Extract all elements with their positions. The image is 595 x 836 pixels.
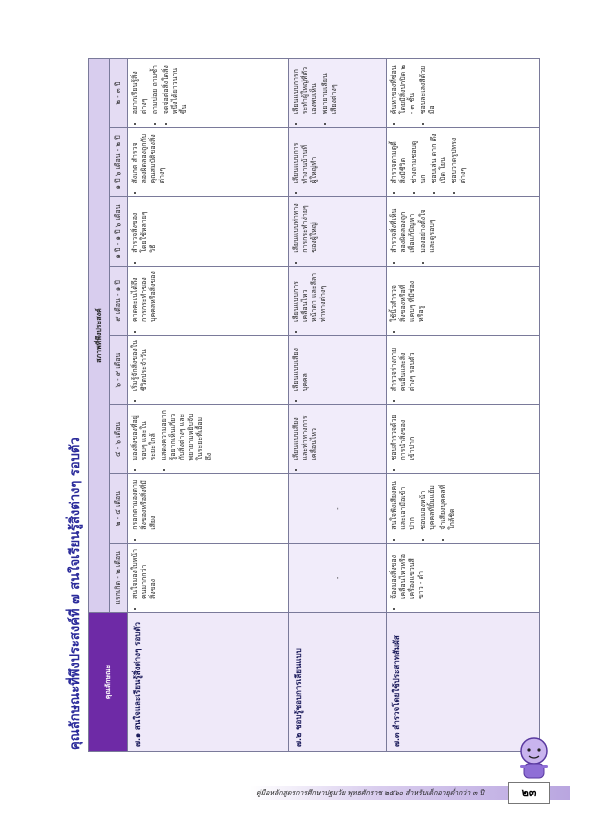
behavior-cell [387, 128, 540, 197]
behavior-cell [387, 405, 540, 474]
age-header: ๖ - ๙ เดือน [110, 336, 128, 405]
trait-column-header: คุณลักษณะ [89, 613, 128, 752]
age-header: ๙ เดือน - ๑ ปี [110, 266, 128, 335]
behavior-list [292, 271, 328, 331]
behavior-list [390, 202, 437, 262]
footer-text: คู่มือหลักสูตรการศึกษาปฐมวัย พุทธศักราช ๒๕๖๐ สำหรับเด็กอายุต่ำกว่า ๓ ปี [256, 789, 484, 797]
behavior-item: • ใช้นิ้วสำรวจสิ่งของหรือที่แคบๆ ที่มีช่องหรือรู [390, 271, 426, 322]
behavior-cell [289, 266, 387, 335]
behavior-list [292, 340, 310, 400]
behavior-item: • อยากเรียนรู้สิ่งต่างๆ [131, 63, 149, 114]
behavior-cell [128, 59, 289, 128]
age-header: ๒ - ๔ เดือน [110, 474, 128, 543]
rotated-table [88, 58, 540, 752]
behavior-item: • เลียนแบบการกระทำผู้ใหญ่ที่ตัวเองพบเห็น [292, 63, 319, 114]
behavior-item: • คาดคะเนได้ถึงการกระทำของบุคคลหรือสิ่งของ [131, 271, 158, 322]
behavior-list [131, 548, 158, 608]
behavior-item: • ค้นหาของที่ซ่อนโดยมีสิ่งปกปิด ๒ - ๓ ชั้น [390, 63, 417, 114]
desired-state-header: สภาพที่พึงประสงค์ [89, 59, 110, 613]
behavior-item: • ถามบ่อย ถามซ้ำ [151, 63, 160, 114]
behavior-cell [128, 266, 289, 335]
behavior-cell [289, 405, 387, 474]
behavior-item: • สำรวจตามตูดี้ สิ่งมีชีวิต [390, 132, 408, 183]
age-header: ๑ ปี - ๑ ปี ๖ เดือน [110, 197, 128, 266]
behavior-item: • ชอบวาดรูปทรงต่างๆ [450, 132, 468, 183]
behavior-cell [387, 59, 540, 128]
empty-marker: - [333, 576, 342, 580]
behavior-item: • จำเสียงบุคคลที่ใกล้ชิด [439, 479, 457, 530]
behavior-item: • เลียนแบบการทำงานบ้านที่ผู้ใหญ่ทำ [292, 132, 319, 183]
behavior-cell [387, 543, 540, 612]
traits-table [88, 58, 540, 752]
behavior-item: • สนใจฟังเสียงคนและเอามือเข้าปาก [390, 479, 417, 530]
behavior-item: • ช่างถามชอบดูนก [410, 132, 428, 183]
table-row [289, 59, 387, 752]
behavior-item: • ชอบสำรวจด้วยการนำสิ่งของเข้าปาก [390, 409, 417, 460]
behavior-list [390, 63, 437, 123]
behavior-cell [387, 474, 540, 543]
behavior-cell [387, 197, 540, 266]
behavior-cell [289, 128, 387, 197]
age-header: ๒ - ๓ ปี [110, 59, 128, 128]
behavior-cell [289, 474, 387, 543]
behavior-item: • เลียนแบบเสียงบุคคล [292, 340, 310, 391]
behavior-item: • เลียนแบบเสียงและท่าทางการเคลื่อนไหว [292, 409, 319, 460]
behavior-item: • สำรวจสิ่งของโดยใช้หลายๆ วิธี [131, 202, 158, 253]
behavior-list [131, 340, 149, 400]
behavior-item: • กรอกตามองตามสิ่งของหรือสิ่งที่มีเสียง [131, 479, 158, 530]
behavior-list [390, 479, 457, 539]
behavior-list [390, 132, 468, 192]
behavior-cell [387, 266, 540, 335]
page-number: ๒๓ [508, 782, 550, 804]
behavior-cell [128, 128, 289, 197]
age-header: ๑ ปี ๖ เดือน - ๒ ปี [110, 128, 128, 197]
behavior-item: • ชอบเล่น ดาก ดึง เปิด โยน [430, 132, 448, 183]
table-row [128, 59, 289, 752]
behavior-item: • จดจ่อต่อสิ่งใดสิ่งหนึ่งได้ยาวนานขึ้น [162, 63, 189, 114]
age-header: ๔ - ๖ เดือน [110, 405, 128, 474]
behavior-list [390, 548, 426, 608]
behavior-item: • เลียนแบบท่าทางการกระทำง่ายๆ ของผู้ใหญ่ [292, 202, 319, 253]
trait-name: ๗.๑ สนใจและเรียนรู้สิ่งต่างๆ รอบตัว [128, 613, 289, 752]
behavior-item: • จ้องมองสิ่งของเคลื่อนไหวหรือเครื่องแขวนสีขาว - ดำ [390, 548, 426, 599]
empty-marker: - [333, 507, 342, 510]
behavior-cell [289, 59, 387, 128]
behavior-item: • สำรวจสิ่งที่เห็นลองผิดลองถูกเพื่อแก้ปัญหา [390, 202, 417, 253]
behavior-item: • มองสิ่งของที่อยู่รอบๆ และในระยะใกล้ [131, 409, 158, 460]
behavior-list [131, 479, 158, 539]
behavior-item: • เลียนแบบการเคลื่อนไหวหน้าตา และลีลาท่าทางต่างๆ [292, 271, 328, 322]
behavior-list [131, 63, 189, 123]
trait-name: ๗.๓ สำรวจโดยใช้ประสาทสัมผัส [387, 613, 540, 752]
behavior-item: • แสดงความอยากรู้อยากเห็นเกี่ยวกับสิ่งต่างๆ และพยายามหยิบจับในระยะที่เอื้อมถึง [160, 409, 214, 460]
behavior-list [390, 409, 417, 469]
behavior-item: • สนใจมองใบหน้าคนมากกว่าสิ่งของ [131, 548, 158, 599]
behavior-list [390, 271, 426, 331]
behavior-cell [289, 543, 387, 612]
behavior-item: • สังเกต สำรวจ ลองผิดลองถูกกับคุณสมบัติของสิ่งต่างๆ [131, 132, 167, 183]
behavior-list [131, 132, 167, 192]
behavior-list [292, 63, 339, 123]
behavior-list [292, 202, 319, 262]
behavior-item: • สำรวจร่างกายคนอื่นและสิ่งต่างๆ รอบตัว [390, 340, 417, 391]
behavior-item: • มองอย่างตั้งใจและดูรอบๆ [419, 202, 437, 253]
page-title: คุณลักษณะที่พึงประสงค์ที่ ๗ สนใจเรียนรู้สิ่งต่างๆ รอบตัว [68, 437, 83, 750]
age-header: แรกเกิด - ๒ เดือน [110, 543, 128, 612]
behavior-cell [289, 197, 387, 266]
behavior-list [131, 202, 158, 262]
table-row [387, 59, 540, 752]
behavior-item: • เริ่มรู้จักสิ่งของในชีวิตประจำวัน [131, 340, 149, 391]
behavior-item: • ชอบละเลงสีด้วยมือ [419, 63, 437, 114]
behavior-list [131, 409, 214, 469]
behavior-item: • ชอบมองหน้าบุคคลที่ยิ้มแย้ม [419, 479, 437, 530]
behavior-list [292, 409, 319, 469]
behavior-list [131, 271, 158, 331]
child-mascot-icon [510, 735, 558, 785]
behavior-list [292, 132, 319, 192]
behavior-cell [128, 336, 289, 405]
behavior-cell [128, 197, 289, 266]
behavior-list [390, 340, 417, 400]
trait-name: ๗.๒ ชอบรู้ชอบการเลียนแบบ [289, 613, 387, 752]
behavior-cell [128, 474, 289, 543]
behavior-cell [128, 405, 289, 474]
behavior-cell [289, 336, 387, 405]
behavior-cell [128, 543, 289, 612]
behavior-cell [387, 336, 540, 405]
behavior-item: • พยายามเลียนเสียงต่างๆ [321, 63, 339, 114]
